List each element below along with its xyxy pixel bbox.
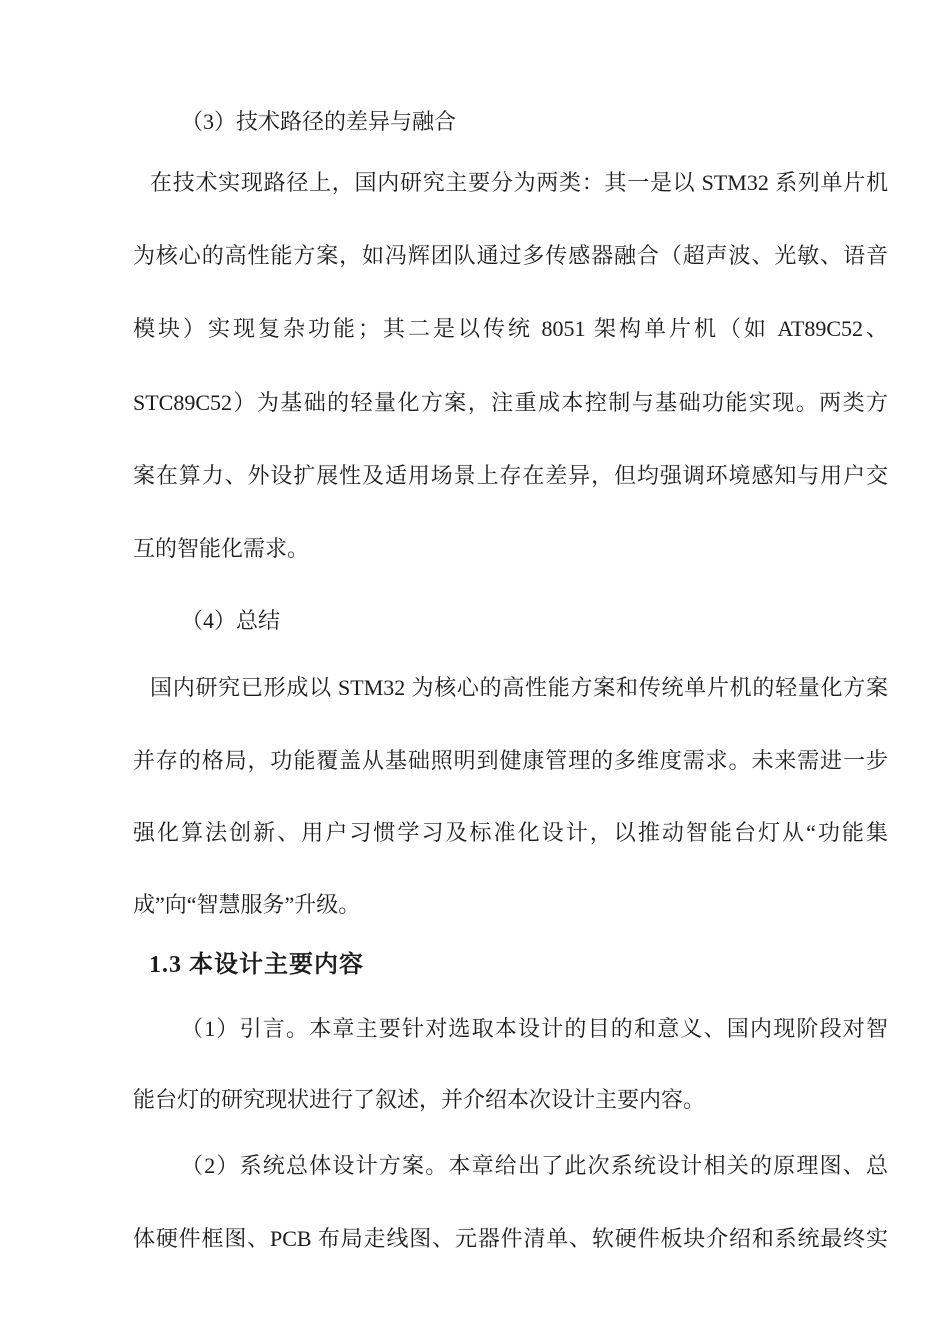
paragraph-line: 在技术实现路径上，国内研究主要分为两类：其一是以 STM32 系列单片机 — [150, 170, 888, 195]
paragraph-line: 强化算法创新、用户习惯学习及标准化设计，以推动智能台灯从“功能集 — [133, 820, 888, 845]
paragraph-line: （2）系统总体设计方案。本章给出了此次系统设计相关的原理图、总 — [181, 1153, 888, 1178]
paragraph-line: 案在算力、外设扩展性及适用场景上存在差异，但均强调环境感知与用户交 — [133, 463, 888, 488]
paragraph-line: （1）引言。本章主要针对选取本设计的目的和意义、国内现阶段对智 — [181, 1016, 888, 1041]
paragraph-line: 互的智能化需求。 — [133, 536, 310, 561]
paragraph-line: 能台灯的研究现状进行了叙述，并介绍本次设计主要内容。 — [133, 1087, 706, 1112]
paragraph-line: 体硬件框图、PCB 布局走线图、元器件清单、软硬件板块介绍和系统最终实 — [133, 1226, 888, 1251]
section-heading-1-3: 1.3 本设计主要内容 — [149, 952, 364, 978]
paragraph-line: 国内研究已形成以 STM32 为核心的高性能方案和传统单片机的轻量化方案 — [150, 675, 888, 700]
subsection-heading-3: （3）技术路径的差异与融合 — [181, 109, 457, 134]
paragraph-line: 模块）实现复杂功能；其二是以传统 8051 架构单片机（如 AT89C52、 — [133, 316, 888, 341]
paragraph-line: STC89C52）为基础的轻量化方案，注重成本控制与基础功能实现。两类方 — [133, 390, 888, 415]
paragraph-line: 为核心的高性能方案，如冯辉团队通过多传感器融合（超声波、光敏、语音 — [133, 243, 888, 268]
subsection-heading-4: （4）总结 — [181, 608, 281, 633]
paragraph-line: 成”向“智慧服务”升级。 — [133, 892, 361, 917]
paragraph-line: 并存的格局，功能覆盖从基础照明到健康管理的多维度需求。未来需进一步 — [133, 748, 888, 773]
